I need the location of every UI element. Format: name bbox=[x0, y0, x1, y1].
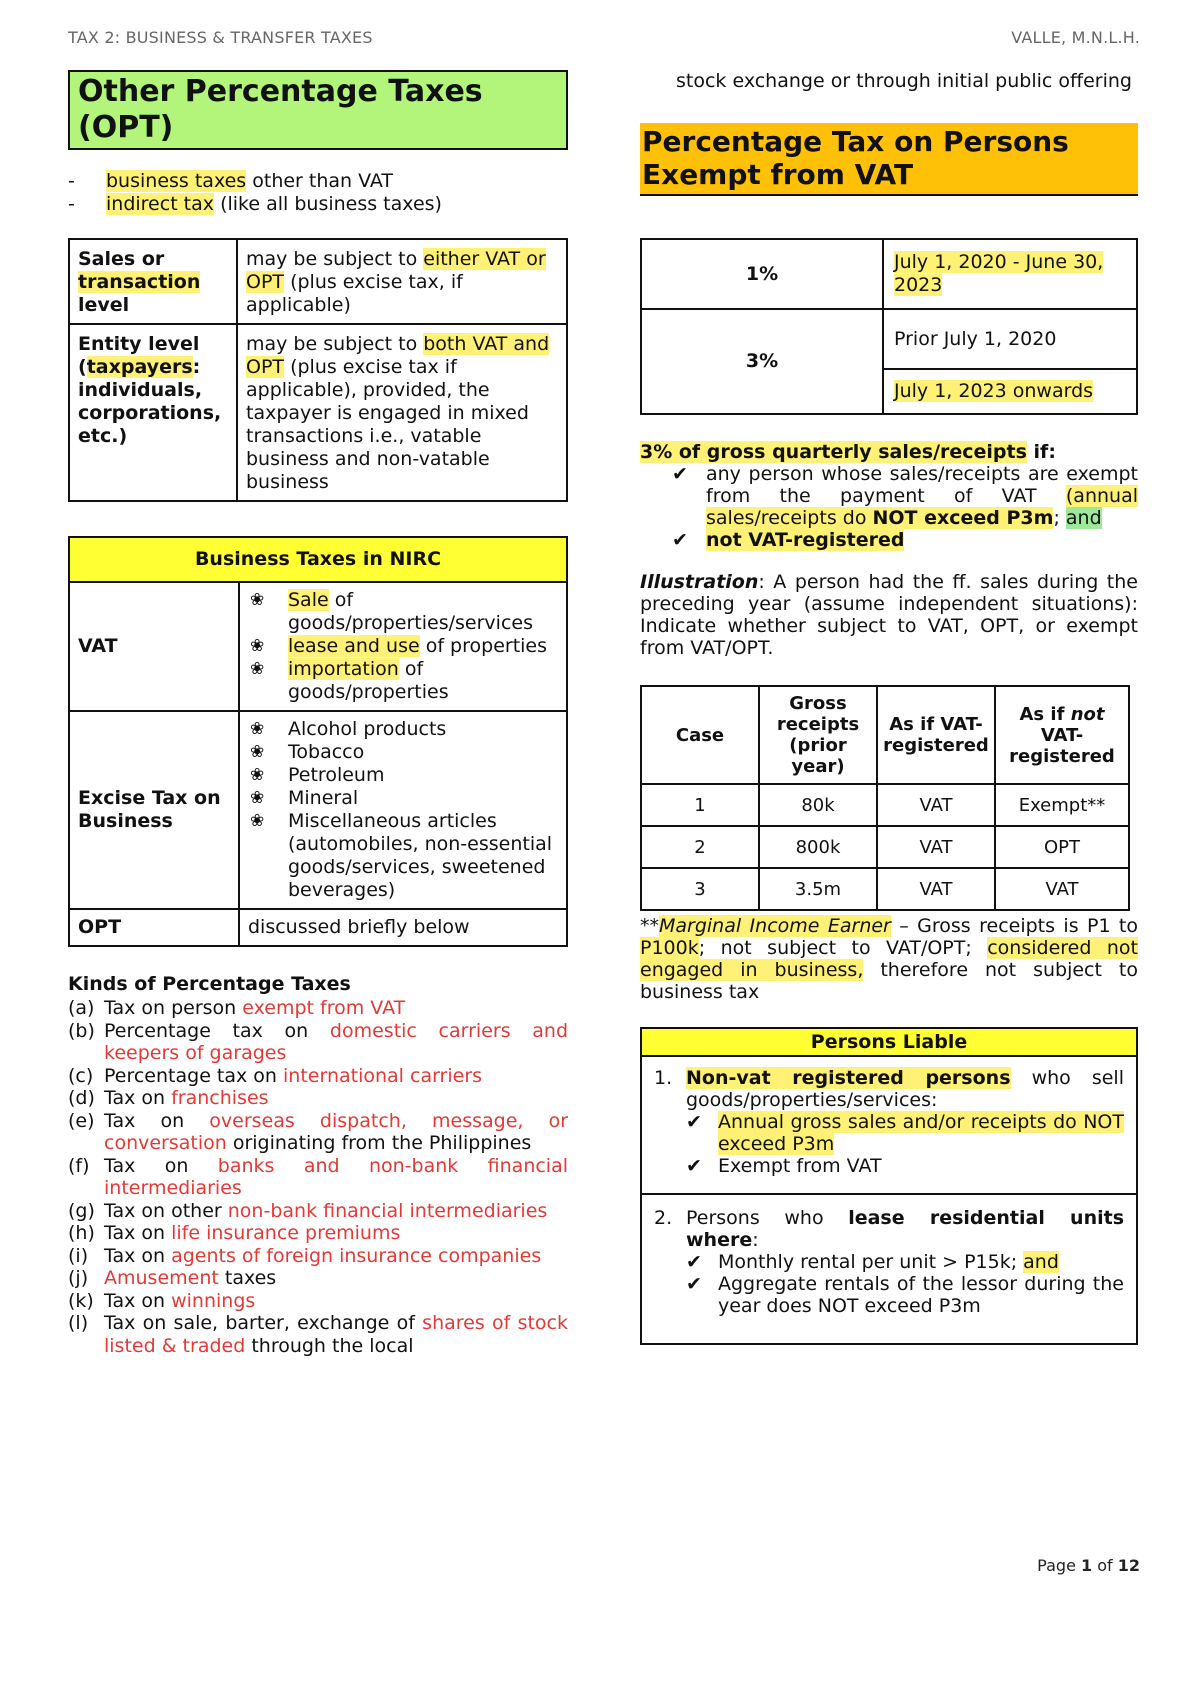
col-header: Gross receipts (prior year) bbox=[759, 686, 877, 784]
list-item: ✔ Exempt from VAT bbox=[654, 1155, 1124, 1177]
rate-3: 3% bbox=[641, 309, 883, 414]
list-item: ❀ importation of goods/properties bbox=[248, 658, 558, 704]
marginal-note: **Marginal Income Earner – Gross receipts is P1 to P100k; not subject to VAT/OPT; considered not engaged in business, therefore not subject to business tax bbox=[640, 915, 1139, 1003]
list-item: (a) Tax on person exempt from VAT bbox=[68, 997, 406, 1019]
hl-text: business taxes bbox=[106, 170, 247, 192]
liable-item-1: 1. Non-vat registered persons who sell goods/properties/services: ✔ Annual gross sales and/or receipts do NOT exceed P3m ✔ Exempt from VAT bbox=[641, 1056, 1137, 1194]
text: other than VAT bbox=[246, 170, 394, 192]
opt-title: Other Percentage Taxes (OPT) bbox=[68, 70, 568, 150]
list-item: (d) Tax on franchises bbox=[68, 1087, 269, 1109]
opt-label: OPT bbox=[69, 909, 239, 946]
col-header: Case bbox=[641, 686, 759, 784]
list-item: (g) Tax on other non-bank financial intermediaries bbox=[68, 1199, 548, 1222]
list-item: (l) Tax on sale, barter, exchange of shares of stock listed & traded through the local bbox=[68, 1312, 569, 1357]
left-column bbox=[68, 70, 568, 1357]
cell: VAT bbox=[877, 784, 995, 826]
table-row bbox=[69, 909, 567, 946]
list-item: (c) Percentage tax on international carriers bbox=[68, 1064, 483, 1087]
table-row bbox=[641, 868, 1129, 910]
list-item: ❀ Tobacco bbox=[248, 741, 558, 764]
list-item: ❀ Miscellaneous articles (automobiles, non-essential goods/services, sweetened beverages) bbox=[248, 810, 558, 902]
period-3: July 1, 2023 onwards bbox=[883, 369, 1137, 414]
list-item: (f) Tax on banks and non-bank financial intermediaries bbox=[68, 1154, 569, 1199]
opt-bullet bbox=[68, 170, 568, 193]
cell: 3 bbox=[641, 868, 759, 910]
table-row bbox=[641, 1194, 1137, 1344]
list-item: ✔ not VAT-registered bbox=[640, 529, 1138, 551]
cell: 1 bbox=[641, 784, 759, 826]
row-label: Sales or transaction level bbox=[69, 239, 237, 324]
header-author: VALLE, M.N.L.H. bbox=[1011, 28, 1140, 47]
cell: 2 bbox=[641, 826, 759, 868]
vat-label: VAT bbox=[69, 582, 239, 711]
kinds-list bbox=[68, 997, 568, 1357]
pt-exempt-title: Percentage Tax on Persons Exempt from VAT bbox=[640, 123, 1138, 196]
liable-title: Persons Liable bbox=[641, 1028, 1137, 1056]
list-item: ✔ Monthly rental per unit > P15k; and bbox=[654, 1251, 1124, 1273]
rate-table bbox=[640, 238, 1138, 415]
right-column bbox=[640, 70, 1138, 1345]
table-row bbox=[69, 582, 567, 711]
list-item: (i) Tax on agents of foreign insurance companies bbox=[68, 1244, 542, 1267]
opt-bullets bbox=[68, 170, 568, 216]
page-number: Page 1 of 12 bbox=[1037, 1556, 1140, 1575]
list-item: ✔ any person whose sales/receipts are exempt from the payment of VAT (annual sales/receipts do NOT exceed P3m; and bbox=[640, 463, 1138, 529]
col-header: As if VAT-registered bbox=[877, 686, 995, 784]
list-item: ❀ lease and use of properties bbox=[248, 635, 558, 658]
list-item: ❀ Sale of goods/properties/services bbox=[248, 589, 558, 635]
hl-text: indirect tax bbox=[106, 193, 215, 215]
table-row bbox=[641, 1056, 1137, 1194]
level-table bbox=[68, 238, 568, 502]
cell: 800k bbox=[759, 826, 877, 868]
table-row bbox=[641, 239, 1137, 309]
nirc-title: Business Taxes in NIRC bbox=[69, 537, 567, 582]
col-header: As if not VAT-registered bbox=[995, 686, 1129, 784]
table-row bbox=[69, 239, 567, 324]
cell: VAT bbox=[877, 826, 995, 868]
header-course: TAX 2: BUSINESS & TRANSFER TAXES bbox=[68, 28, 373, 47]
table-row bbox=[641, 826, 1129, 868]
row-text: may be subject to both VAT and OPT (plus excise tax if applicable), provided, the taxpayer is engaged in mixed transactions i.e., vatable business and non-vatable business bbox=[237, 324, 567, 501]
text: (like all business taxes) bbox=[214, 193, 442, 215]
table-row bbox=[641, 309, 1137, 369]
conditions: 3% of gross quarterly sales/receipts if: ✔ any person whose sales/receipts are exempt from the payment of VAT (annual sales/receipts do NOT exceed P3m; and ✔ not VAT-registered bbox=[640, 441, 1138, 551]
table-header-row bbox=[69, 537, 567, 582]
persons-liable-table bbox=[640, 1027, 1138, 1345]
vat-items bbox=[239, 582, 567, 711]
table-header-row bbox=[641, 1028, 1137, 1056]
row-text: may be subject to either VAT or OPT (plus excise tax, if applicable) bbox=[237, 239, 567, 324]
rate-1: 1% bbox=[641, 239, 883, 309]
opt-text: discussed briefly below bbox=[239, 909, 567, 946]
list-item: (j) Amusement taxes bbox=[68, 1267, 277, 1289]
list-item: (h) Tax on life insurance premiums bbox=[68, 1222, 401, 1244]
cell: 80k bbox=[759, 784, 877, 826]
table-row bbox=[69, 711, 567, 909]
kinds-continuation: stock exchange or through initial public offering bbox=[676, 70, 1132, 92]
cell: 3.5m bbox=[759, 868, 877, 910]
list-item: (e) Tax on overseas dispatch, message, or conversation originating from the Philippines bbox=[68, 1109, 568, 1154]
list-item: (b) Percentage tax on domestic carriers and keepers of garages bbox=[68, 1019, 569, 1064]
cases-table bbox=[640, 685, 1130, 911]
cell: OPT bbox=[995, 826, 1129, 868]
list-item: ✔ Annual gross sales and/or receipts do NOT exceed P3m bbox=[654, 1111, 1124, 1155]
list-item: ❀ Alcohol products bbox=[248, 718, 558, 741]
excise-label: Excise Tax on Business bbox=[69, 711, 239, 909]
table-row bbox=[641, 784, 1129, 826]
list-item: ❀ Petroleum bbox=[248, 764, 558, 787]
excise-items bbox=[239, 711, 567, 909]
table-header-row bbox=[641, 686, 1129, 784]
period-2: Prior July 1, 2020 bbox=[883, 309, 1137, 369]
table-row bbox=[69, 324, 567, 501]
list-item: ✔ Aggregate rentals of the lessor during the year does NOT exceed P3m bbox=[654, 1273, 1124, 1317]
row-label: Entity level (taxpayers: individuals, corporations, etc.) bbox=[69, 324, 237, 501]
nirc-table bbox=[68, 536, 568, 947]
kinds-title: Kinds of Percentage Taxes bbox=[68, 973, 351, 995]
period-1: July 1, 2020 - June 30, 2023 bbox=[883, 239, 1137, 309]
list-item: (k) Tax on winnings bbox=[68, 1289, 256, 1312]
list-item: ❀ Mineral bbox=[248, 787, 558, 810]
cell: VAT bbox=[877, 868, 995, 910]
opt-bullet bbox=[68, 193, 568, 216]
cell: VAT bbox=[995, 868, 1129, 910]
liable-item-2: 2. Persons who lease residential units where: ✔ Monthly rental per unit > P15k; and ✔ Aggregate rentals of the lessor during the year does NOT exceed P3m bbox=[641, 1194, 1137, 1344]
illustration: Illustration: A person had the ff. sales during the preceding year (assume independent situations): Indicate whether subject to VAT, OPT, or exempt from VAT/OPT. bbox=[640, 571, 1138, 659]
cell: Exempt** bbox=[995, 784, 1129, 826]
